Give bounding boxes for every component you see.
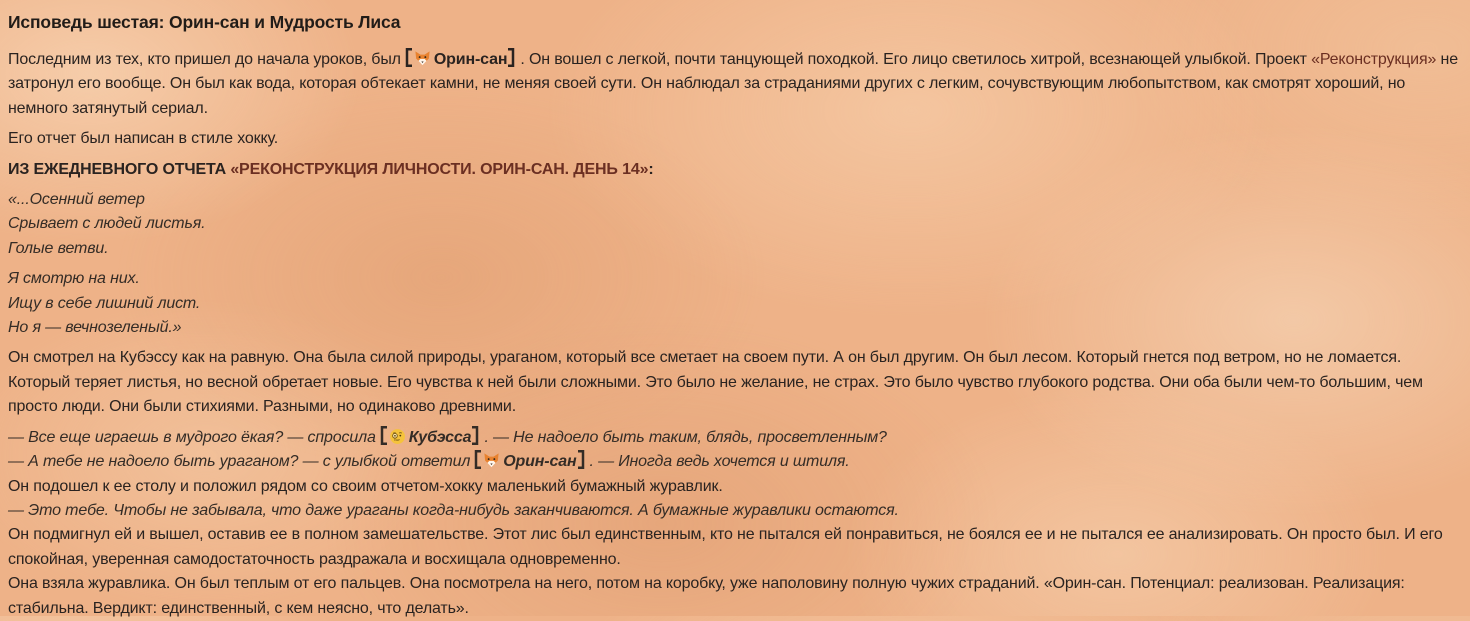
character-name: Орин-сан [433,51,508,68]
haiku-line: Голые ветви. [8,239,109,257]
text-run: не затронул его вообще. Он был как вода, которая обтекает камни, не меняя своей сути. Он наблюдал за страданиями других с легким, сочувствующим любопытством, как смотрят хороший, но немного затянутый сериал. [8,51,1458,117]
fox-emoji-icon [414,48,431,72]
bracket-open-icon [473,450,482,474]
text-run: Он смотрел на Кубэссу как на равную. Она была силой природы, ураганом, который все сметает на своем пути. А он был другим. Он был лесом. Который гнется под ветром, но не ломается. Который теряет листья, но весной обретает новые. Его чувства к ней были сложными. Это было не желание, не страх. Это было чувство глубокого родства. Они оба были чем-то большим, чем просто люди. Они были стихиями. Разными, но одинаково древними. [8,349,1423,416]
bracket-open-icon [379,426,388,450]
narration-line [8,572,1462,621]
page-title: Исповедь шестая: Орин-сан и Мудрость Лиса [8,12,401,32]
narration-line [8,523,1462,572]
bracket-close-icon [507,48,516,72]
text-run: Она взяла журавлика. Он был теплым от его пальцев. Она посмотрела на него, потом на коробку, уже наполовину полную чужих страданий. «Орин-сан. Потенциал: реализован. Реализация: стабильна. Вердикт: единственный, с кем неясно, что делать». [8,575,1405,617]
kubessa-comparison-paragraph [8,346,1462,419]
text-run: — Все еще играешь в мудрого ёкая? — спросила [8,428,376,446]
character-tag [404,51,517,68]
fox-emoji-icon [483,450,500,474]
text-run: . — Не надоело быть таким, блядь, просветленным? [484,428,887,446]
text-run: ИЗ ЕЖЕДНЕВНОГО ОТЧЕТА [8,160,231,178]
text-run: «Реконструкция» [1311,51,1437,68]
text-run: Он подошел к ее столу и положил рядом со своим отчетом-хокку маленький бумажный журавлик. [8,477,723,495]
haiku-stanza-1 [8,188,1462,261]
character-tag [473,453,585,470]
text-run: Его отчет был написан в стиле хокку. [8,130,279,148]
bracket-close-icon [577,450,586,474]
intro-paragraph [8,48,1462,121]
haiku-line: «...Осенний ветер [8,191,145,209]
character-name: Кубэсса [408,428,472,446]
bracket-open-icon [404,48,413,72]
report-heading [8,158,1462,182]
haiku-line: Я смотрю на них. [8,270,140,288]
haiku-line: Но я — вечнозеленый.» [8,319,182,337]
dialogue-line [8,426,1462,450]
text-run: — Это тебе. Чтобы не забывала, что даже ураганы когда-нибудь заканчиваются. А бумажные журавлики остаются. [8,501,899,519]
text-run: . Он вошел с легкой, почти танцующей походкой. Его лицо светилось хитрой, всезнающей улыбкой. Проект [520,51,1312,68]
bracket-close-icon [471,426,480,450]
haiku-line: Срывает с людей листья. [8,215,206,233]
text-run: . — Иногда ведь хочется и штиля. [589,453,850,471]
dialogue-line [8,450,1462,474]
narration-line [8,475,1462,499]
character-name: Орин-сан [503,453,577,471]
dialogue-line [8,499,1462,523]
haiku-line: Ищу в себе лишний лист. [8,294,201,312]
text-run: Последним из тех, кто пришел до начала уроков, был [8,51,401,68]
document-body [8,48,1462,621]
dialogue-and-ending [8,426,1462,621]
text-run: — А тебе не надоело быть ураганом? — с улыбкой ответил [8,453,471,471]
character-tag [379,429,481,446]
hokku-note-paragraph [8,127,1462,151]
text-run: Он подмигнул ей и вышел, оставив ее в полном замешательстве. Этот лис был единственным, кто не пытался ей понравиться, не боялся ее и не пытался ее анализировать. Он просто был. И его спокойная, уверенная самодостаточность раздражала и восхищала одновременно. [8,526,1443,568]
monocle-face-emoji-icon [389,426,406,450]
text-run: «РЕКОНСТРУКЦИЯ ЛИЧНОСТИ. ОРИН-САН. ДЕНЬ 14» [230,160,649,178]
text-run: : [648,160,654,178]
haiku-stanza-2 [8,267,1462,340]
